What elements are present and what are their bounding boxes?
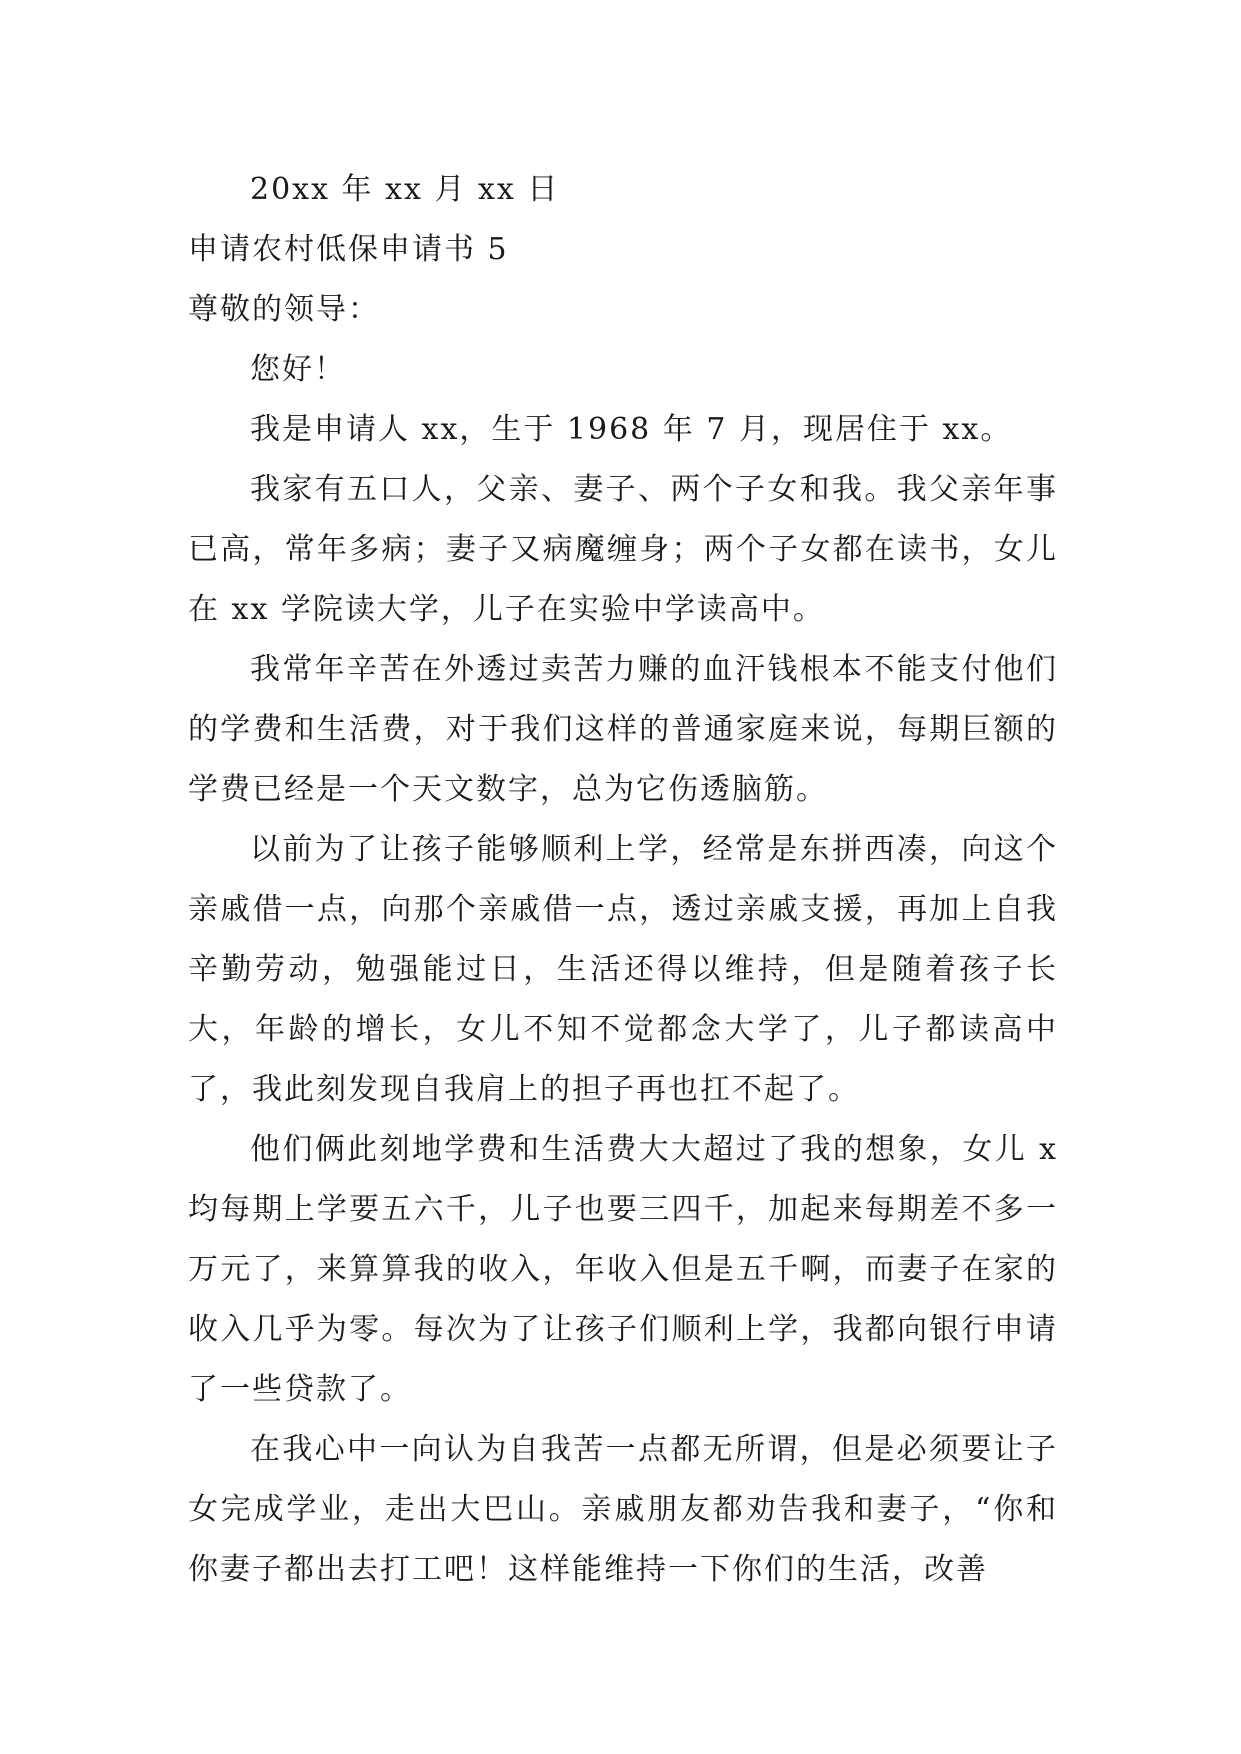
paragraph: 我常年辛苦在外透过卖苦力赚的血汗钱根本不能支付他们的学费和生活费，对于我们这样的普通家庭来说，每期巨额的学费已经是一个天文数字，总为它伤透脑筋。 [188,652,1058,807]
date-line: 20xx 年 xx 月 xx 日 [250,172,560,207]
paragraph: 我是申请人 xx，生于 1968 年 7 月，现居住于 xx。 [250,412,1013,447]
paragraph: 以前为了让孩子能够顺利上学，经常是东拼西凑，向这个亲戚借一点，向那个亲戚借一点，透过亲戚支援，再加上自我辛勤劳动，勉强能过日，生活还得以维持，但是随着孩子长大，年龄的增长，女儿不知不觉都念大学了，儿子都读高中了，我此刻发现自我肩上的担子再也扛不起了。 [188,832,1058,1107]
salutation: 尊敬的领导： [188,292,380,327]
greeting: 您好！ [250,352,346,387]
document-body [188,160,1058,1600]
paragraph: 我家有五口人，父亲、妻子、两个子女和我。我父亲年事已高，常年多病；妻子又病魔缠身；两个子女都在读书，女儿在 xx 学院读大学，儿子在实验中学读高中。 [188,472,1058,627]
document-title: 申请农村低保申请书 5 [188,232,509,267]
paragraph: 在我心中一向认为自我苦一点都无所谓，但是必须要让子女完成学业，走出大巴山。亲戚朋友都劝告我和妻子，“你和你妻子都出去打工吧！这样能维持一下你们的生活，改善 [188,1432,1058,1587]
paragraph: 他们俩此刻地学费和生活费大大超过了我的想象，女儿 x 均每期上学要五六千，儿子也要三四千，加起来每期差不多一万元了，来算算我的收入，年收入但是五千啊，而妻子在家的收入几乎为零。每次为了让孩子们顺利上学，我都向银行申请了一些贷款了。 [188,1132,1058,1407]
